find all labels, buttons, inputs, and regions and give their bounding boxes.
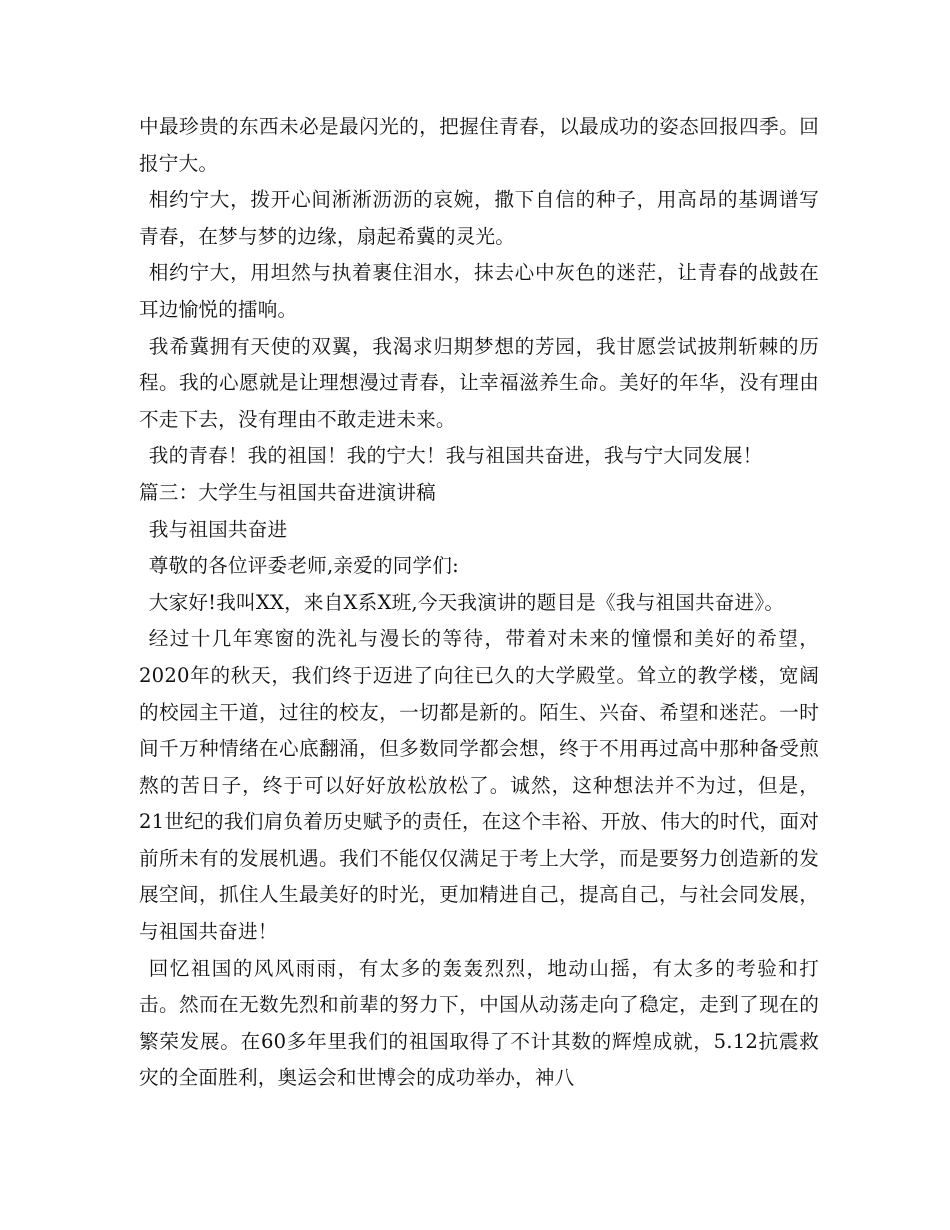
paragraph: 经过十几年寒窗的洗礼与漫长的等待，带着对未来的憧憬和美好的希望，2020年的秋天，我们终于迈进了向往已久的大学殿堂。耸立的教学楼，宽阔的校园主干道，过往的校友，一切都是新的。陌生、兴奋、希望和迷茫。一时间千万种情绪在心底翻涌，但多数同学都会想，终于不用再过高中那种备受煎熬的苦日子，终于可以好好放松放松了。诚然，这种想法并不为过，但是， 21世纪的我们肩负着历史赋予的责任，在这个丰裕、开放、伟大的时代，面对前所未有的发展机遇。我们不能仅仅满足于考上大学，而是要努力创造新的发展空间，抓住人生最美好的时光，更加精进自己，提高自己，与社会同发展，与祖国共奋进！ xyxy=(139,627,819,944)
salutation: 尊敬的各位评委老师,亲爱的同学们: xyxy=(148,554,459,578)
paragraph: 相约宁大，用坦然与执着裹住泪水，抹去心中灰色的迷茫，让青春的战鼓在耳边愉悦的擂响。 xyxy=(139,261,819,321)
section-heading: 篇三：大学生与祖国共奋进演讲稿 xyxy=(139,480,436,504)
paragraph: 回忆祖国的风风雨雨，有太多的轰轰烈烈，地动山摇，有太多的考验和打击。然而在无数先烈和前辈的努力下，中国从动荡走向了稳定，走到了现在的繁荣发展。在60多年里我们的祖国取得了不计其数的辉煌成就，5.12抗震救灾的全面胜利，奥运会和世博会的成功举办，神八 xyxy=(139,956,819,1090)
paragraph: 相约宁大，拨开心间淅淅沥沥的哀婉，撒下自信的种子，用高昂的基调谱写青春，在梦与梦的边缘，扇起希冀的灵光。 xyxy=(139,188,819,248)
paragraph: 我的青春！我的祖国！我的宁大！我与祖国共奋进，我与宁大同发展！ xyxy=(148,444,763,468)
paragraph: 我希冀拥有天使的双翼，我渴求归期梦想的芳园，我甘愿尝试披荆斩棘的历程。我的心愿就是让理想漫过青春，让幸福滋养生命。美好的年华，没有理由不走下去，没有理由不敢走进未来。 xyxy=(139,334,819,431)
speech-title: 我与祖国共奋进 xyxy=(148,517,288,541)
paragraph: 中最珍贵的东西未必是最闪光的，把握住青春，以最成功的姿态回报四季。回报宁大。 xyxy=(139,115,819,175)
document-body xyxy=(139,109,819,1097)
paragraph: 大家好!我叫XX，来自X系X班,今天我演讲的题目是《我与祖国共奋进》。 xyxy=(148,590,785,614)
